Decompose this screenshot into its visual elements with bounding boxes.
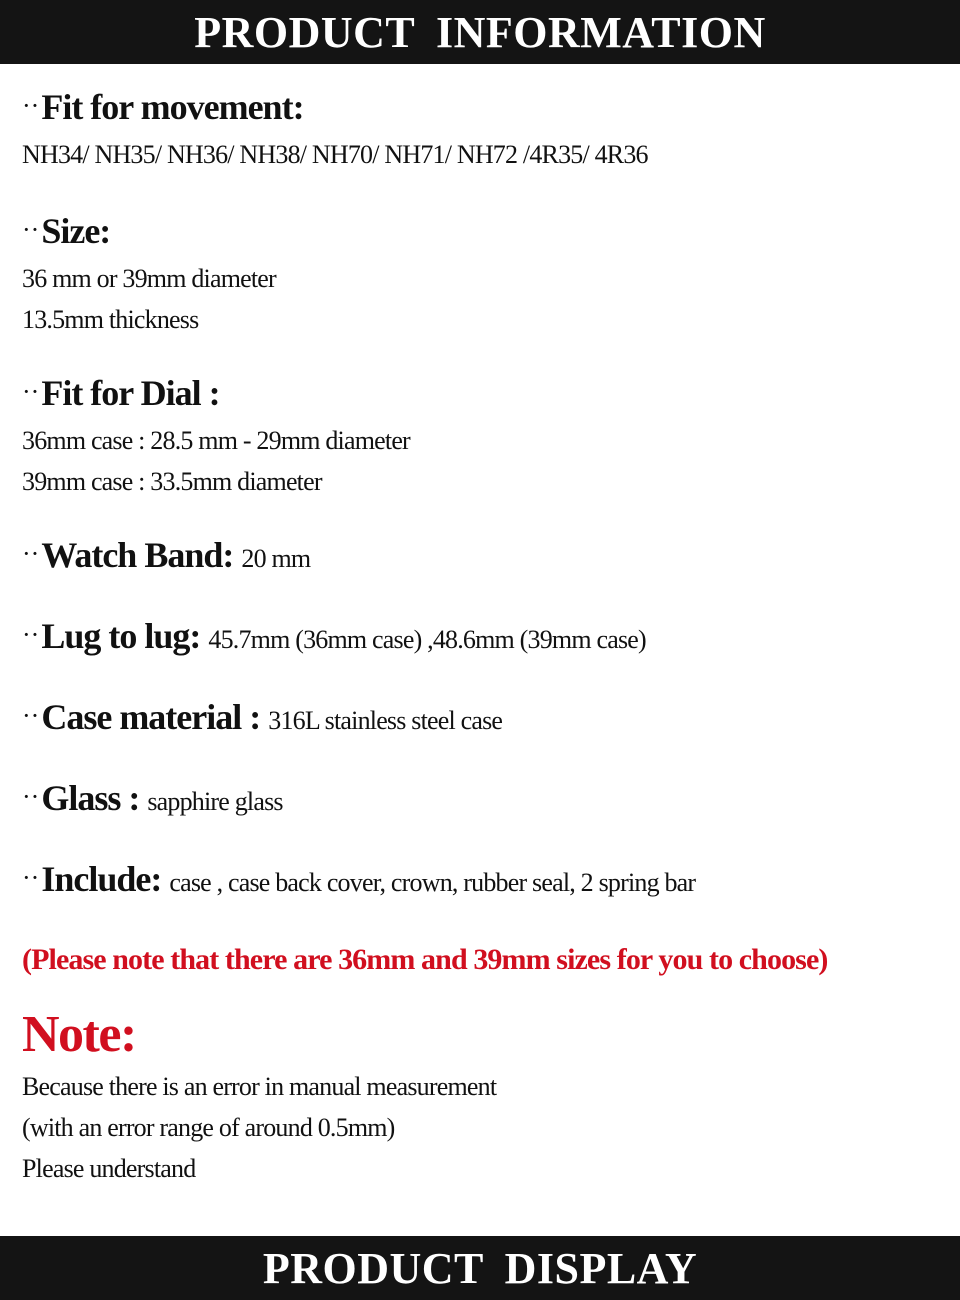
size-diameter: 36 mm or 39mm diameter <box>22 264 276 293</box>
bullet-icon: ·· <box>22 620 40 649</box>
note-line-3: Please understand <box>22 1154 196 1183</box>
banner-title: PRODUCT INFORMATION <box>194 7 766 57</box>
lug-heading-text: Lug to lug: <box>41 616 201 656</box>
lug-section <box>22 613 646 663</box>
material-heading <box>22 694 502 744</box>
bullet-icon: ·· <box>22 539 40 568</box>
material-heading-text: Case material : <box>41 697 261 737</box>
dial-section <box>22 370 410 502</box>
material-value: 316L stainless steel case <box>268 706 503 735</box>
bullet-icon: ·· <box>22 91 40 120</box>
band-heading <box>22 532 310 582</box>
bullet-icon: ·· <box>22 863 40 892</box>
product-information-banner <box>0 0 960 64</box>
size-heading <box>22 208 276 258</box>
band-value: 20 mm <box>241 544 311 573</box>
size-heading-text: Size: <box>41 211 111 251</box>
dial-39mm: 39mm case : 33.5mm diameter <box>22 467 322 496</box>
include-heading-text: Include: <box>41 859 162 899</box>
lug-heading <box>22 613 646 663</box>
movement-list: NH34/ NH35/ NH36/ NH38/ NH70/ NH71/ NH72 /4R35/ 4R36 <box>22 140 648 169</box>
movement-heading <box>22 84 648 134</box>
band-heading-text: Watch Band: <box>41 535 234 575</box>
glass-section <box>22 775 283 825</box>
include-value: case , case back cover, crown, rubber seal, 2 spring bar <box>169 868 696 897</box>
size-choice-text: (Please note that there are 36mm and 39mm sizes for you to choose) <box>22 943 828 976</box>
glass-value: sapphire glass <box>147 787 283 816</box>
bullet-icon: ·· <box>22 782 40 811</box>
dial-36mm: 36mm case : 28.5 mm - 29mm diameter <box>22 426 410 455</box>
note-title: Note: <box>22 1006 136 1063</box>
note-line-2: (with an error range of around 0.5mm) <box>22 1113 395 1142</box>
bullet-icon: ·· <box>22 215 40 244</box>
note-line-1: Because there is an error in manual measurement <box>22 1072 497 1101</box>
glass-heading <box>22 775 283 825</box>
size-section <box>22 208 276 340</box>
banner-title: PRODUCT DISPLAY <box>262 1243 698 1293</box>
size-thickness: 13.5mm thickness <box>22 305 199 334</box>
dial-heading-text: Fit for Dial : <box>41 373 220 413</box>
material-section <box>22 694 502 744</box>
bullet-icon: ·· <box>22 701 40 730</box>
size-choice-notice <box>22 938 827 982</box>
product-display-banner <box>0 1236 960 1300</box>
note-section <box>22 1004 496 1189</box>
include-heading <box>22 856 695 906</box>
movement-section <box>22 84 648 175</box>
bullet-icon: ·· <box>22 377 40 406</box>
lug-value: 45.7mm (36mm case) ,48.6mm (39mm case) <box>208 625 646 654</box>
glass-heading-text: Glass : <box>41 778 140 818</box>
include-section <box>22 856 695 906</box>
band-section <box>22 532 310 582</box>
movement-heading-text: Fit for movement: <box>41 87 304 127</box>
dial-heading <box>22 370 410 420</box>
